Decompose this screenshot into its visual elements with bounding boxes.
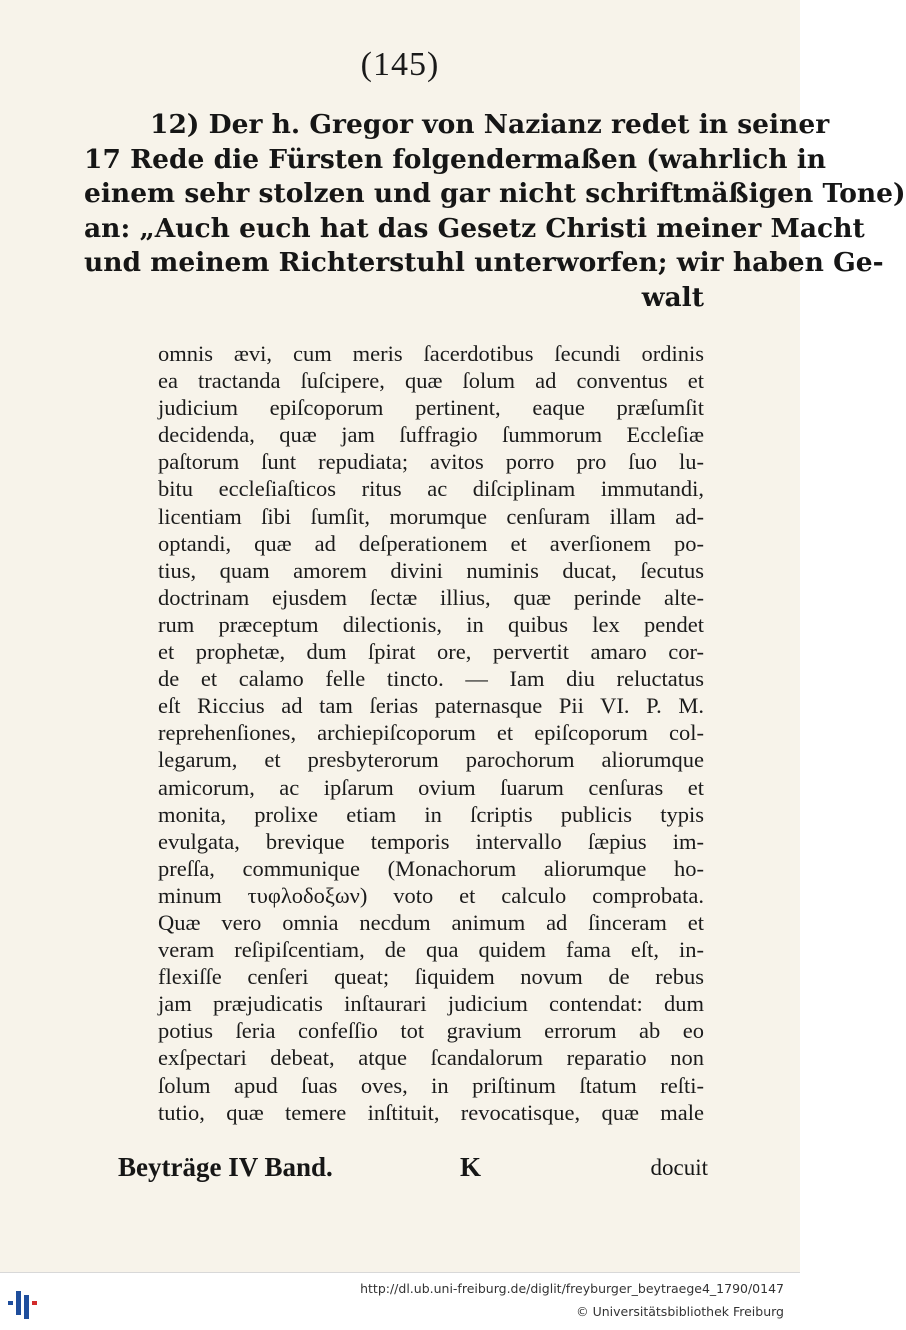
text-line: eſt Riccius ad tam ſerias paternasque Pii VI. P. M. (158, 693, 704, 719)
text-line: ſolum apud ſuas oves, in priſtinum ſtatum reſti- (158, 1072, 704, 1098)
text-line: optandi, quæ ad deſperationem et averſionem po- (158, 530, 704, 556)
page-number: (145) (360, 46, 440, 83)
text-line: tius, quam amorem divini numinis ducat, ſecutus (158, 557, 704, 583)
text-line: veram reſipiſcentiam, de qua quidem fama eſt, in- (158, 937, 704, 963)
text-line: omnis ævi, cum meris ſacerdotibus ſecundi ordinis (158, 341, 704, 366)
text-line: de et calamo felle tincto. — Iam diu reluctatus (158, 666, 704, 692)
text-line: exſpectari debeat, atque ſcandalorum reparatio non (158, 1045, 704, 1071)
text-line: jam præjudicatis inſtaurari judicium contendat: dum (158, 991, 704, 1017)
text-line: 17 Rede die Fürsten folgendermaßen (wahrlich in (84, 143, 827, 175)
text-line: bitu eccleſiaſticos ritus ac diſciplinam immutandi, (158, 476, 704, 502)
text-line: ea tractanda ſuſcipere, quæ ſolum ad conventus et (158, 368, 704, 394)
ub-freiburg-logo-icon[interactable] (6, 1285, 42, 1321)
text-line: flexiſſe cenſeri queat; ſiquidem novum de rebus (158, 964, 704, 990)
signature-mark: K (460, 1152, 482, 1182)
text-line: potius ſeria confeſſio tot gravium errorum ab eo (158, 1018, 704, 1044)
text-line: et prophetæ, dum ſpirat ore, pervertit amaro cor- (158, 639, 704, 665)
volume-title: Beyträge IV Band. (118, 1152, 333, 1182)
text-line: und meinem Richterstuhl unterworfen; wir haben Ge- (84, 247, 884, 278)
text-line: rum præceptum dilectionis, in quibus lex pendet (158, 611, 704, 637)
text-line: monita, prolixe etiam in ſcriptis publicis typis (158, 801, 704, 827)
page-url-link[interactable]: http://dl.ub.uni-freiburg.de/diglit/freyburger_beytraege4_1790/0147 (360, 1281, 784, 1296)
text-line: doctrinam ejusdem ſectæ illius, quæ perinde alte- (158, 584, 704, 610)
text-line: minum τυφλοδοξων) voto et calculo comprobata. (158, 882, 704, 908)
page-footer (118, 1152, 708, 1188)
text-line: amicorum, ac ipſarum ovium ſuarum cenſuras et (158, 774, 704, 800)
text-line: preſſa, communique (Monachorum aliorumque ho- (158, 855, 704, 881)
text-line: licentiam ſibi ſumſit, morumque cenſuram illam ad- (158, 503, 704, 529)
text-line: evulgata, brevique temporis intervallo ſæpius im- (158, 828, 704, 854)
text-line: judicium epiſcoporum pertinent, eaque præſumſit (158, 395, 704, 421)
text-line: paſtorum ſunt repudiata; avitos porro pro ſuo lu- (158, 449, 704, 475)
catchword: docuit (650, 1155, 708, 1180)
copyright-text: © Universitätsbibliothek Freiburg (576, 1304, 784, 1319)
latin-quotation (158, 340, 704, 1126)
text-line: walt (641, 281, 704, 313)
text-line: einem sehr stolzen und gar nicht schriftmäßigen Tone) (84, 178, 906, 209)
text-line: 12) Der h. Gregor von Nazianz redet in seiner (150, 109, 830, 140)
text-line: decidenda, quæ jam ſuffragio ſummorum Eccleſiæ (158, 422, 704, 448)
viewer-footer (0, 1272, 800, 1330)
text-line: an: „Auch euch hat das Gesetz Christi meiner Macht (84, 212, 865, 244)
text-line: Quæ vero omnia necdum animum ad ſinceram et (158, 909, 704, 935)
text-line: tutio, quæ temere inſtituit, revocatisque, quæ male (158, 1099, 704, 1125)
text-line: legarum, et presbyterorum parochorum aliorumque (158, 747, 704, 773)
german-paragraph (84, 108, 906, 315)
text-line: reprehenſiones, archiepiſcoporum et epiſcoporum col- (158, 720, 704, 746)
